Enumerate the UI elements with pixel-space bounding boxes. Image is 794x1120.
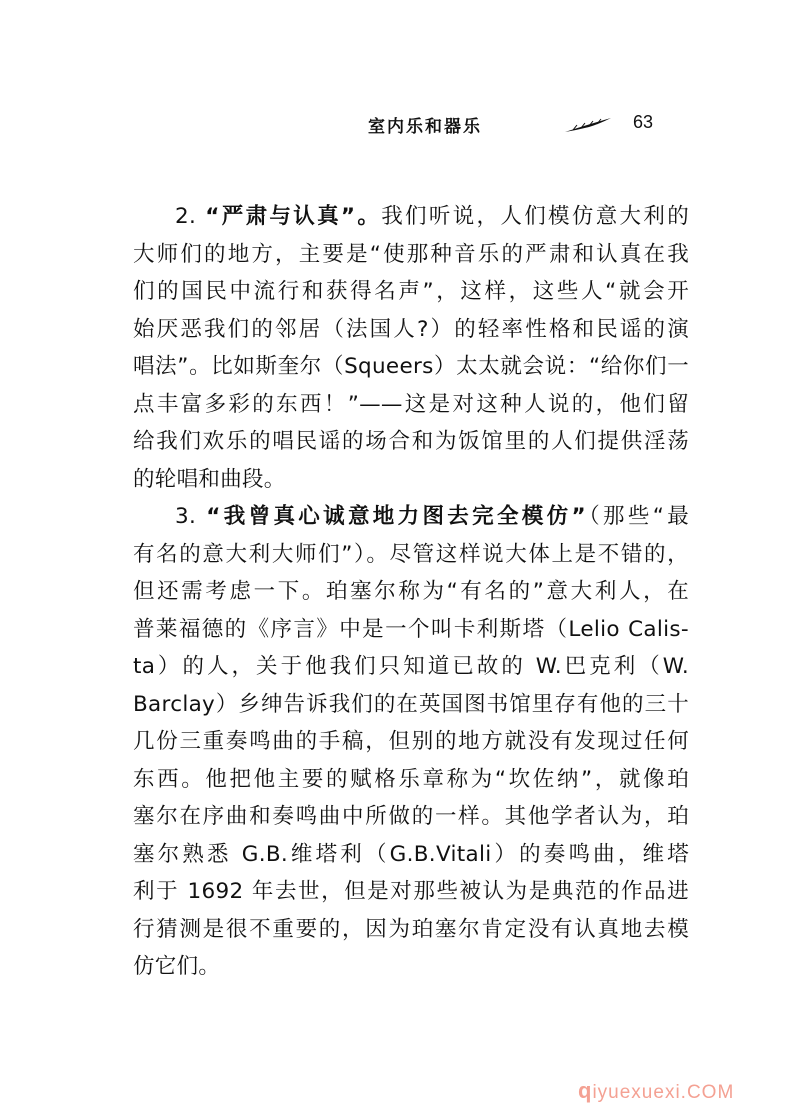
- text-line: 塞尔熟悉 G.B.维塔利（G.B.Vitali）的奏鸣曲，维塔: [133, 841, 689, 867]
- body-text: [133, 198, 689, 986]
- text-line: 大师们的地方，主要是“使那种音乐的严肃和认真在我: [133, 241, 689, 267]
- text-line: 利于 1692 年去世，但是对那些被认为是典范的作品进: [133, 879, 689, 904]
- text-line: Barclay）乡绅告诉我们的在英国图书馆里存有他的三十: [133, 691, 689, 717]
- text-line: 点丰富多彩的东西！”——这是对这种人说的，他们留: [133, 391, 689, 417]
- text-line: 但还需考虑一下。珀塞尔称为“有名的”意大利人，在: [133, 579, 689, 604]
- watermark-logo-letter: q: [578, 1078, 593, 1103]
- text-line: 有名的意大利大师们”）。尽管这样说大体上是不错的，: [133, 541, 689, 567]
- section-number: 2.: [175, 204, 197, 229]
- text-line: 塞尔在序曲和奏鸣曲中所做的一样。其他学者认为，珀: [133, 804, 689, 829]
- text-line: 们的国民中流行和获得名声”，这样，这些人“就会开: [133, 279, 689, 304]
- paragraph-3-line-1: 3. “我曾真心诚意地力图去完全模仿”（那些“最: [175, 504, 689, 529]
- feather-quill-icon: [563, 116, 613, 134]
- text-line: 几份三重奏鸣曲的手稿，但别的地方就没有发现过任何: [133, 729, 689, 754]
- text-line: 给我们欢乐的唱民谣的场合和为饭馆里的人们提供淫荡: [133, 429, 689, 454]
- text-line: ta）的人，关于他我们只知道已故的 W.巴克利（W.: [133, 654, 689, 679]
- text-line: 东西。他把他主要的赋格乐章称为“坎佐纳”，就像珀: [133, 766, 689, 792]
- text-line: 唱法”。比如斯奎尔（Squeers）太太就会说：“给你们一: [133, 354, 689, 379]
- text-line: 普莱福德的《序言》中是一个叫卡利斯塔（Lelio Calis-: [133, 616, 689, 642]
- paragraph-2-line-1: 2. “严肃与认真”。我们听说，人们模仿意大利的: [175, 204, 689, 229]
- section-heading: “严肃与认真”。: [205, 204, 382, 229]
- text-line: 始厌恶我们的邻居（法国人?）的轻率性格和民谣的演: [133, 316, 689, 342]
- watermark: [578, 1078, 734, 1104]
- text-line: 行猜测是很不重要的，因为珀塞尔肯定没有认真地去模: [133, 916, 689, 942]
- running-title: 室内乐和器乐: [368, 117, 482, 137]
- watermark-text: iyuexuexi.COM: [592, 1082, 735, 1103]
- text-line: 的轮唱和曲段。: [133, 466, 286, 492]
- page-header: [368, 112, 668, 142]
- section-heading: “我曾真心诚意地力图去完全模仿”: [206, 504, 586, 529]
- text-line: 仿它们。: [133, 954, 221, 979]
- section-number: 3.: [175, 504, 197, 529]
- page-number: 63: [633, 112, 654, 132]
